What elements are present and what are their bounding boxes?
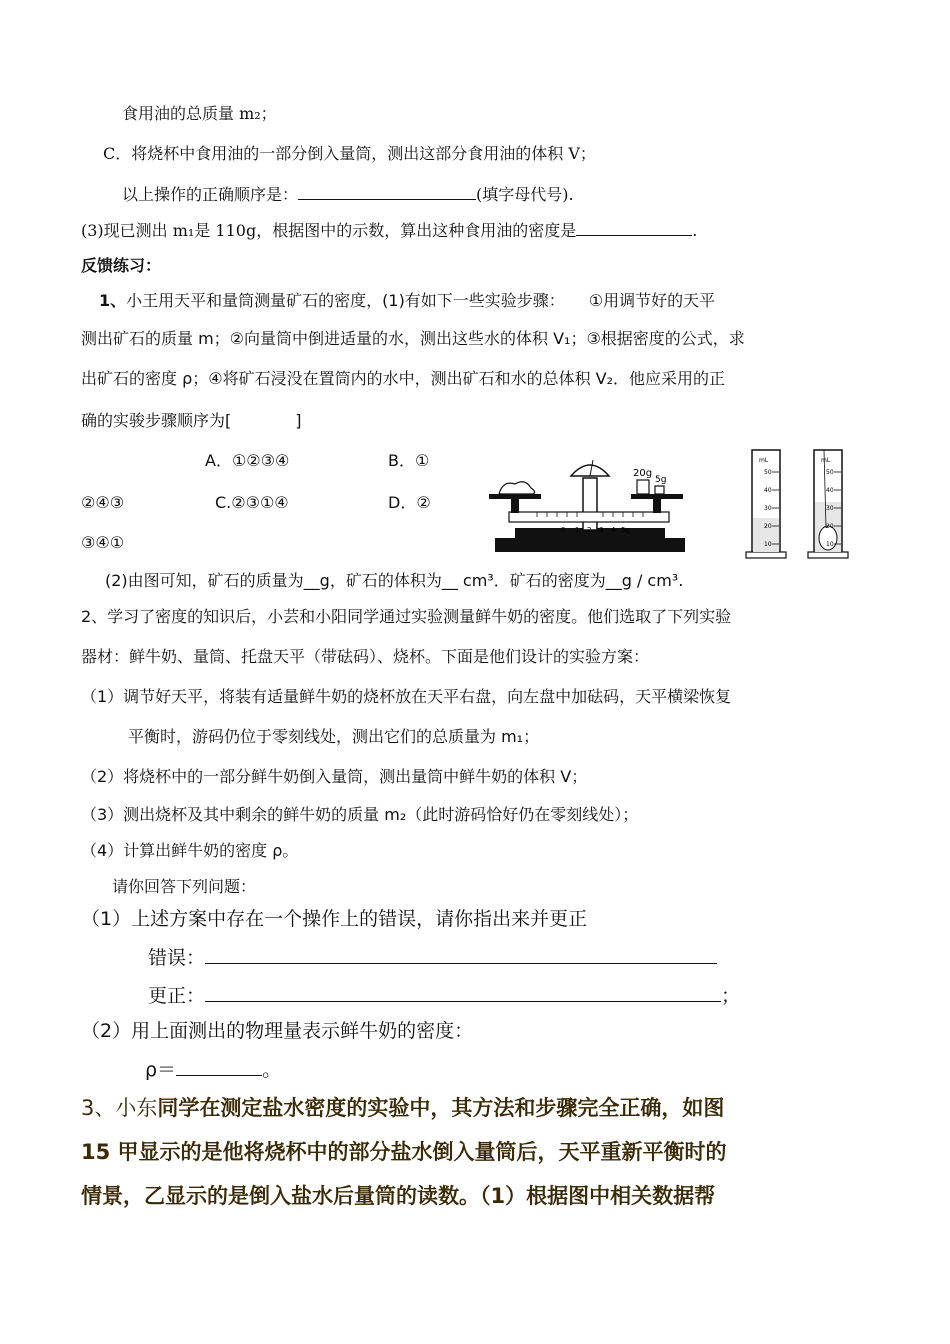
left-cyl-20: 20: [764, 523, 772, 530]
q2-line-2: 器材：鲜牛奶、量筒、托盘天平（带砝码）、烧杯。下面是他们设计的实验方案：: [81, 647, 650, 666]
q1-line-2: 测出矿石的质量 m；②向量筒中倒进适量的水，测出这些水的体积 V₁；③根据密度的公式，求: [81, 329, 745, 348]
right-cyl-10: 10: [826, 541, 834, 548]
q2-fix-line: [148, 982, 740, 1009]
scale-tick-0: 0: [561, 526, 566, 534]
q2-fix-label: 更正：: [148, 985, 206, 1007]
left-cyl-10: 10: [764, 541, 772, 548]
q2-answer-1: （1）上述方案中存在一个操作上的错误，请你指出来并更正: [81, 908, 588, 930]
order-blank[interactable]: [298, 183, 476, 200]
q2-step-3: （3）测出烧杯及其中剩余的鲜牛奶的质量 m₂（此时游码恰好仍在零刻线处）；: [81, 805, 639, 824]
graduated-cylinders-figure: [742, 446, 862, 562]
q2-error-label: 错误：: [148, 947, 206, 969]
q1-option-c: C.②③①④: [215, 493, 289, 512]
q1-option-b-part1: B．①: [388, 451, 430, 470]
right-cyl-50: 50: [826, 469, 834, 476]
q2-step-4: （4）计算出鲜牛奶的密度 ρ。: [81, 841, 299, 860]
balance-scale-figure: [475, 450, 705, 560]
density-end: .: [692, 221, 698, 240]
q2-error-line: [148, 944, 717, 971]
scale-tick-3: 3: [599, 526, 604, 534]
q2-answer-2: （2）用上面测出的物理量表示鲜牛奶的密度：: [81, 1020, 474, 1042]
q2-error-blank[interactable]: [205, 944, 717, 964]
q1-option-d-part2: ③④①: [81, 533, 125, 552]
density-blank[interactable]: [576, 219, 692, 236]
q2-step-1b: 平衡时，游码仍位于零刻线处，测出它们的总质量为 m₁；: [128, 727, 540, 746]
q1-line-3: 出矿石的密度 ρ；④将矿石浸没在置筒内的水中，测出矿石和水的总体积 V₂．他应采用的正: [81, 369, 726, 388]
right-cyl-30: 30: [826, 505, 834, 512]
order-prompt: 以上操作的正确顺序是：: [122, 185, 299, 204]
q1-option-a: A．①②③④: [205, 451, 290, 470]
q2-rho-line: [145, 1056, 281, 1083]
scale-tick-2: 2: [587, 526, 592, 534]
q3-line-1: [81, 1094, 724, 1122]
line-order: [122, 183, 574, 206]
q2-rho-label: ρ＝: [145, 1059, 177, 1081]
q2-fix-end: ；: [721, 985, 741, 1007]
q2-rho-blank[interactable]: [176, 1056, 262, 1076]
q1-part2: (2)由图可知，矿石的质量为__g，矿石的体积为__ cm³．矿石的密度为__g / cm³.: [105, 571, 684, 590]
q2-rho-end: 。: [262, 1059, 282, 1081]
weight-5g-label: 5g: [655, 475, 667, 485]
scale-tick-1: 1: [575, 526, 580, 534]
scale-tick-4: 4: [611, 526, 616, 534]
order-hint: (填字母代号).: [476, 185, 574, 204]
left-cyl-30: 30: [764, 505, 772, 512]
q3-text-1: 同学在测定盐水密度的实验中，其方法和步骤完全正确，如图: [157, 1096, 725, 1120]
line-total-mass: 食用油的总质量 m₂；: [122, 104, 277, 123]
left-cyl-40: 40: [764, 487, 772, 494]
weight-20g-label: 20g: [633, 468, 653, 479]
q2-line-1: 2、学习了密度的知识后，小芸和小阳同学通过实验测量鲜牛奶的密度。他们选取了下列实验: [81, 607, 732, 626]
right-cyl-unit: mL: [821, 457, 831, 464]
q2-step-1a: （1）调节好天平，将装有适量鲜牛奶的烧杯放在天平右盘，向左盘中加砝码，天平横梁恢复: [81, 687, 732, 706]
q2-fix-blank[interactable]: [205, 982, 721, 1002]
q2-ask: 请你回答下列问题：: [112, 877, 257, 896]
q3-line-3: 情景，乙显示的是倒入盐水后量筒的读数。（1）根据图中相关数据帮: [81, 1184, 716, 1208]
scale-tick-5g: 5g: [621, 526, 630, 534]
q1-option-b-part2: ②④③: [81, 493, 125, 512]
right-cyl-40: 40: [826, 487, 834, 494]
density-question-text: (3)现已测出 m₁是 110g，根据图中的示数，算出这种食用油的密度是: [81, 221, 577, 240]
q3-line-2: 15 甲显示的是他将烧杯中的部分盐水倒入量筒后，天平重新平衡时的: [81, 1140, 727, 1164]
q1-number: 1、: [99, 291, 127, 310]
left-cyl-unit: mL: [759, 457, 769, 464]
right-cyl-20: 20: [826, 523, 834, 530]
q1-line-4: 确的实骏步骤顺序为[ ]: [81, 411, 302, 430]
line-step-c: C．将烧杯中食用油的一部分倒入量筒，测出这部分食用油的体积 V；: [103, 144, 596, 163]
q1-line-1: [99, 290, 715, 312]
q2-step-2: （2）将烧杯中的一部分鲜牛奶倒入量筒，测出量筒中鲜牛奶的体积 V；: [81, 767, 588, 786]
line-density-question: [81, 219, 697, 242]
left-cyl-50: 50: [764, 469, 772, 476]
q1-option-d-part1: D．②: [388, 493, 431, 512]
q1-text-1: 小王用天平和量筒测量矿石的密度，(1)有如下一些实验步骤： ①用调节好的天平: [126, 291, 716, 310]
feedback-heading: 反馈练习：: [81, 256, 162, 275]
q3-lead: 3、小东: [81, 1096, 158, 1120]
